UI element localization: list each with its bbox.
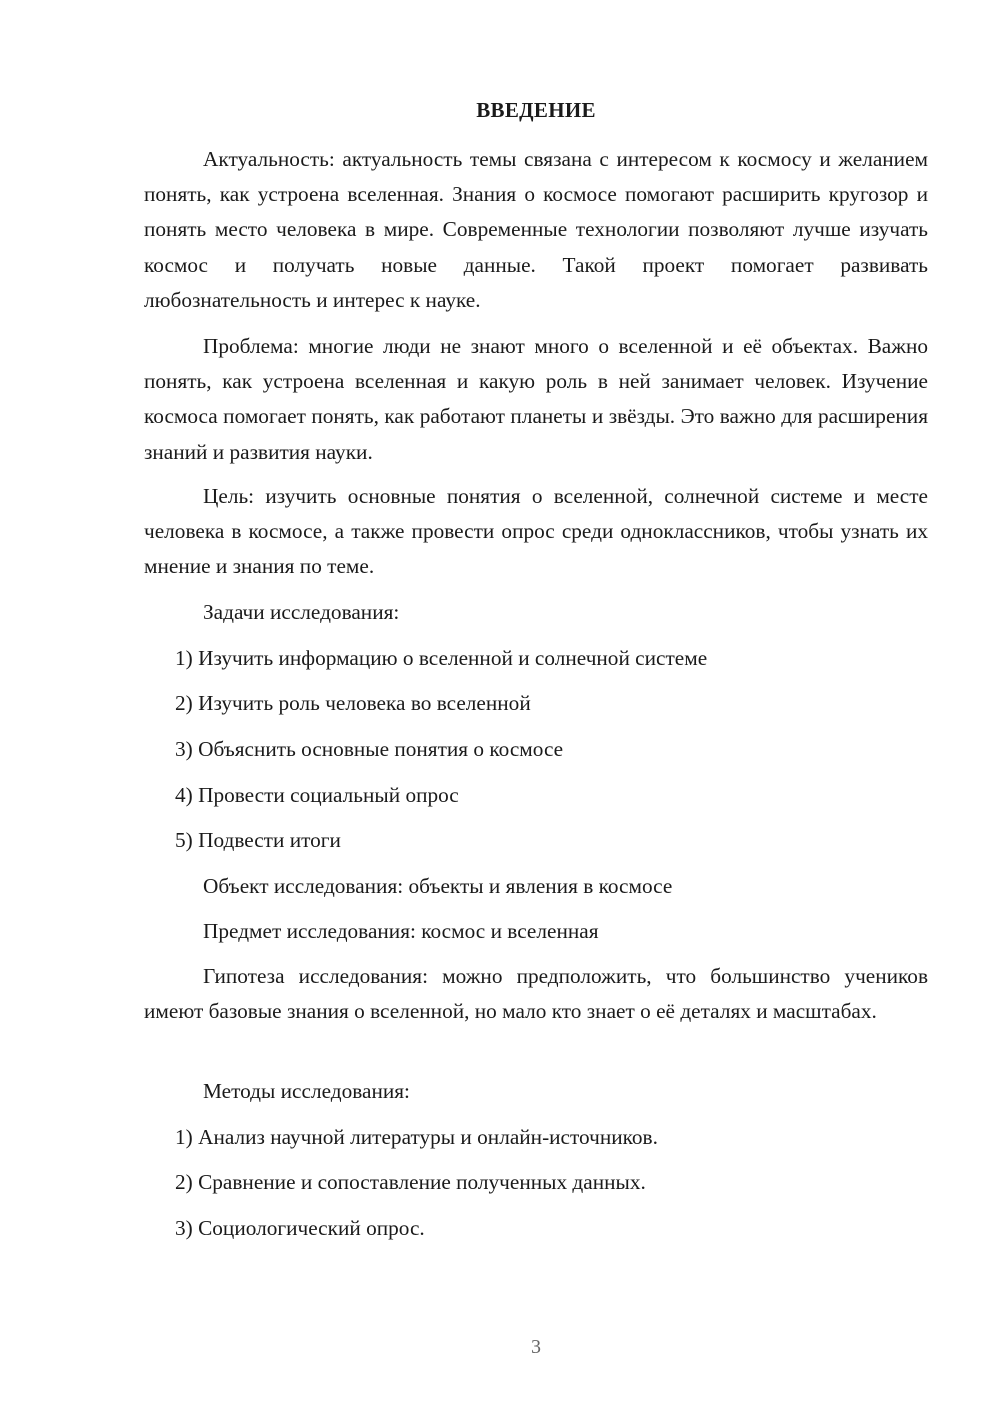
research-object: Объект исследования: объекты и явления в космосе xyxy=(203,874,673,898)
problem-paragraph: Проблема: многие люди не знают много о вселенной и её объектах. Важно понять, как устроена вселенная и какую роль в ней занимает человек. Изучение космоса помогает понять, как работают планеты и звёзды. Это важно для расширения знаний и развития науки. xyxy=(144,334,928,464)
relevance-paragraph: Актуальность: актуальность темы связана с интересом к космосу и желанием понять, как устроена вселенная. Знания о космосе помогают расширить кругозор и понять место человека в мире. Современные технологии позволяют лучше изучать космос и получать новые данные. Такой проект помогает развивать любознательность и интерес к науке. xyxy=(144,147,928,312)
hypothesis-paragraph: Гипотеза исследования: можно предположить, что большинство учеников имеют базовые знания о вселенной, но мало кто знает о её деталях и масштабах. xyxy=(144,964,928,1024)
tasks-heading: Задачи исследования: xyxy=(203,600,400,624)
research-subject: Предмет исследования: космос и вселенная xyxy=(203,919,599,943)
method-item: 1) Анализ научной литературы и онлайн-источников. xyxy=(175,1125,658,1149)
method-item: 3) Социологический опрос. xyxy=(175,1216,425,1240)
methods-heading: Методы исследования: xyxy=(203,1079,410,1103)
task-item: 4) Провести социальный опрос xyxy=(175,783,459,807)
goal-paragraph: Цель: изучить основные понятия о вселенной, солнечной системе и месте человека в космосе, а также провести опрос среди одноклассников, чтобы узнать их мнение и знания по теме. xyxy=(144,484,928,579)
page-number: 3 xyxy=(531,1336,541,1358)
task-item: 1) Изучить информацию о вселенной и солнечной системе xyxy=(175,646,708,670)
document-page xyxy=(144,0,928,1414)
task-item: 3) Объяснить основные понятия о космосе xyxy=(175,737,564,761)
task-item: 2) Изучить роль человека во вселенной xyxy=(175,691,531,715)
section-title: ВВЕДЕНИЕ xyxy=(476,98,596,122)
method-item: 2) Сравнение и сопоставление полученных данных. xyxy=(175,1170,646,1194)
task-item: 5) Подвести итоги xyxy=(175,828,341,852)
